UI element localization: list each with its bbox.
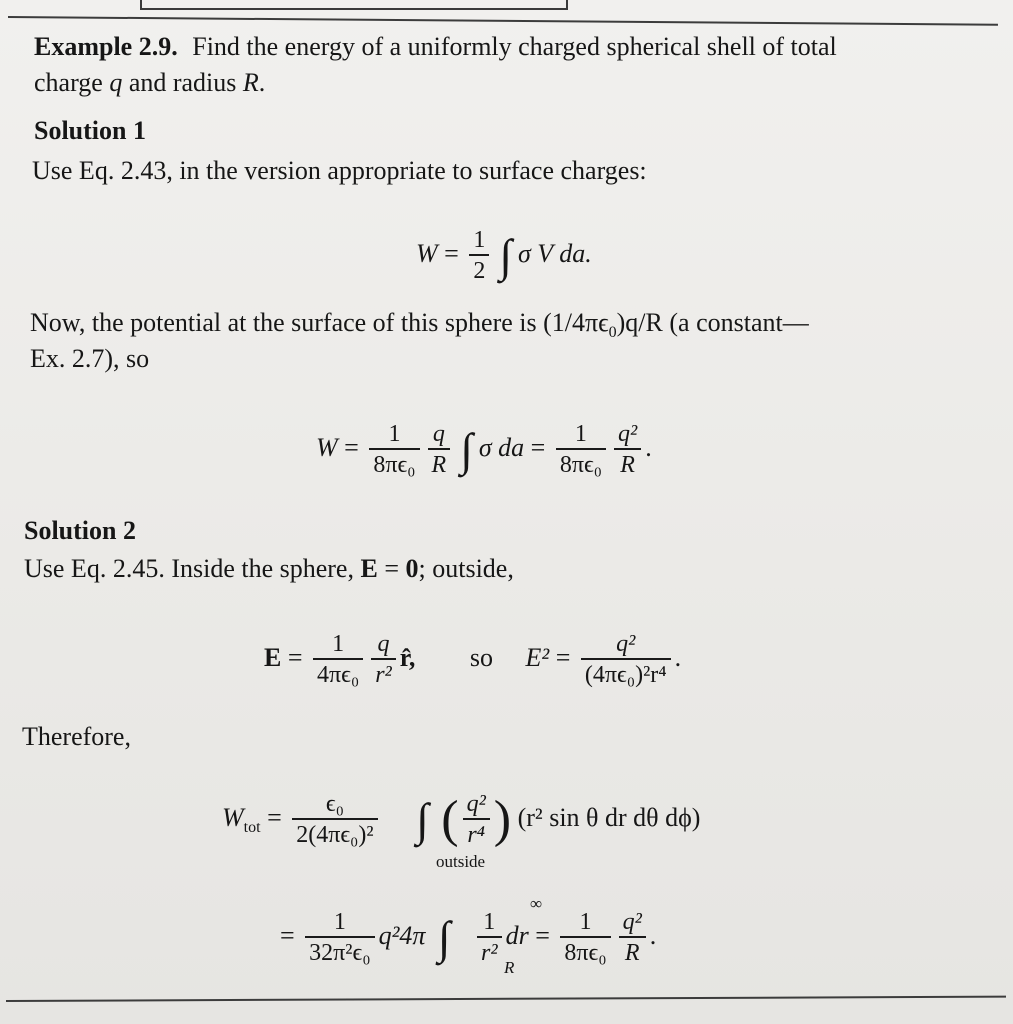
example-line-2: charge q and radius R.: [34, 68, 266, 97]
integral-upper-limit: ∞: [530, 894, 543, 913]
integral-sign: ∫: [416, 794, 429, 845]
solution-1-heading: Solution 1: [34, 116, 146, 145]
equation-2: W = $\frac{1}{\text{8πϵ₀}}$ $\frac{q}{R}$ ∫ σ da = $\frac{1}{\text{8πϵ₀}}$ $\frac{\text{q²}}{R}$ .: [316, 421, 652, 478]
integral-sign: ∫: [499, 230, 512, 281]
solution-2-intro: Use Eq. 2.45. Inside the sphere, E = 0; outside,: [24, 554, 514, 583]
integral-sign: ∫: [437, 912, 451, 963]
solution-1-intro: Use Eq. 2.43, in the version appropriate to surface charges:: [32, 156, 647, 185]
solution-1-paragraph-line-1: Now, the potential at the surface of this sphere is $(1/4\pi\epsilon_0)q/R$ (a constant—: [30, 308, 809, 342]
equation-3: E = $\frac{1}{\text{4πϵ₀}}$ $\frac{q}{\text{r²}}$ r̂, so E² = $\frac{\text{q²}}{\text{(4πϵ₀)²r⁴}}$ .: [264, 631, 682, 688]
solution-2-heading: Solution 2: [24, 516, 136, 545]
equation-4: $W_{tot}$ = $\frac{\text{ϵ₀}}{\text{2(4πϵ₀)²}}$ ∫ ( $\frac{\text{q²}}{\text{r⁴}}$ ) (r² sin θ dr dθ dϕ): [222, 791, 701, 848]
bottom-rule: [6, 996, 1006, 1002]
equation-5: = $\frac{1}{\text{32π²ϵ₀}}$ q²4π ∫ $\frac{1}{\text{r²}}$ dr = $\frac{1}{\text{8πϵ₀}}$ $\frac{\text{q²}}{R}$ .: [280, 909, 657, 966]
example-text-1: Find the energy of a uniformly charged spherical shell of total: [192, 32, 837, 61]
integral-lower-limit-R: R: [504, 958, 515, 977]
therefore-text: Therefore,: [22, 722, 131, 751]
previous-box-edge: [140, 0, 568, 10]
integral-sign: ∫: [460, 424, 473, 475]
equation-1: W = $\frac{1}{2}$ ∫ σ V da.: [416, 227, 592, 284]
example-label: Example 2.9.: [34, 32, 178, 61]
example-line-1: [34, 32, 837, 62]
top-rule: [8, 16, 998, 26]
solution-1-paragraph-line-2: Ex. 2.7), so: [30, 344, 150, 373]
integral-lower-limit: outside: [436, 852, 486, 871]
